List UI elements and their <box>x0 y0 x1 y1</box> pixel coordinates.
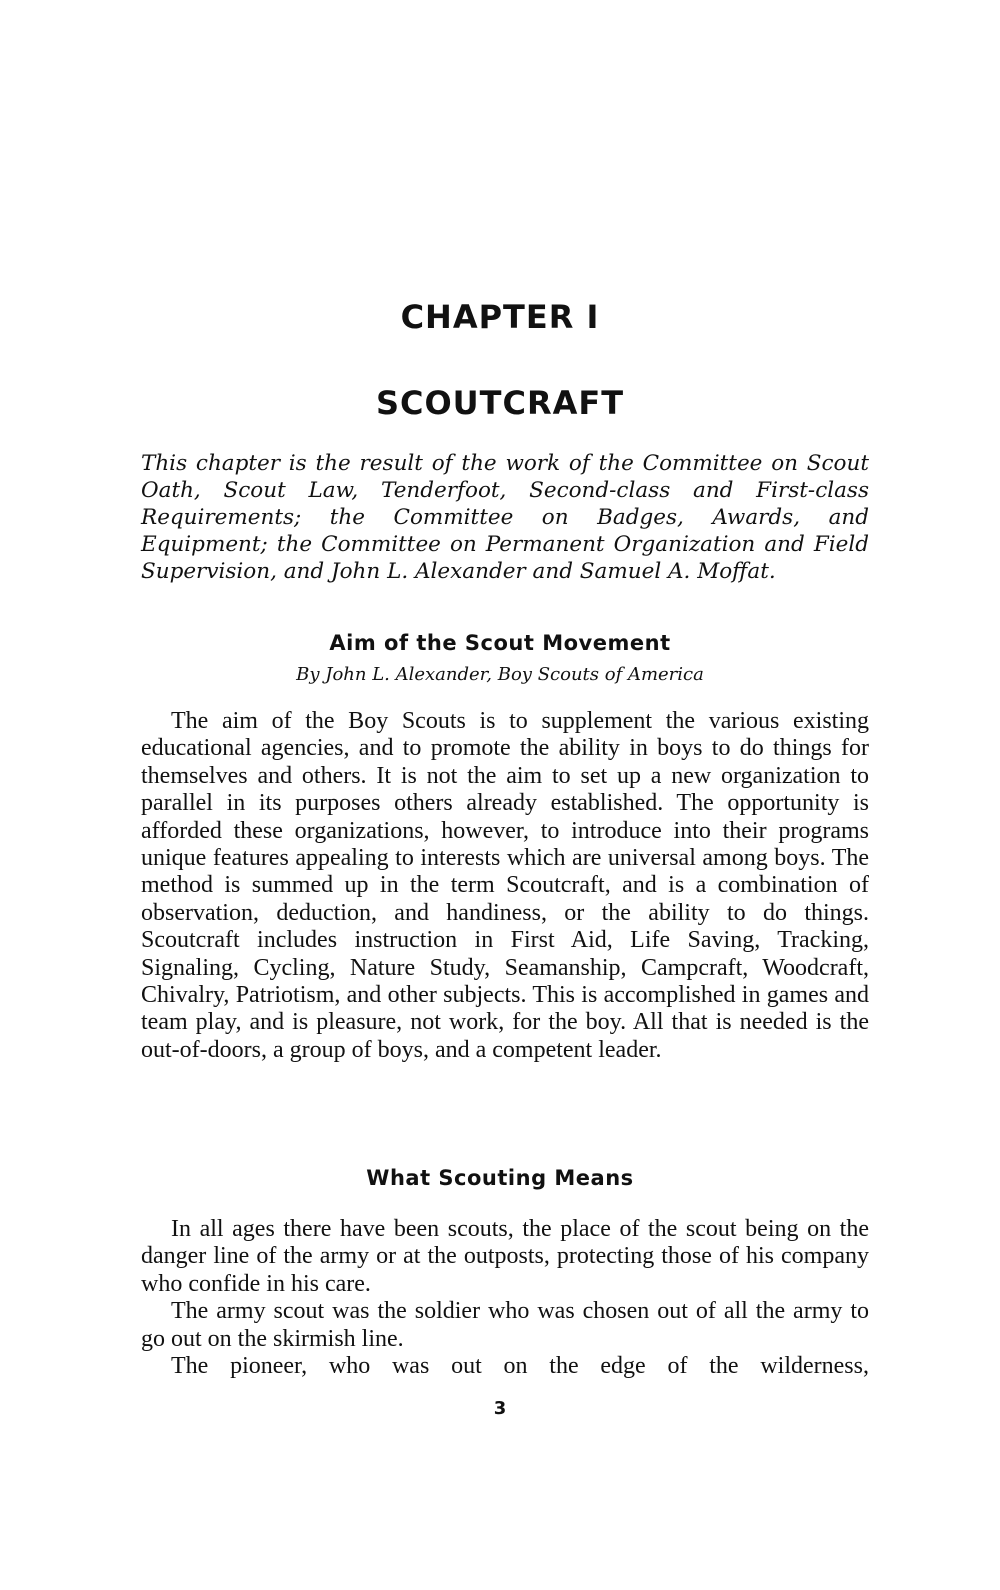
paragraph: The army scout was the soldier who was chosen out of all the army to go out on the skirmish line. <box>141 1298 869 1352</box>
paragraph: The aim of the Boy Scouts is to supplement the various existing educational agencies, and to promote the ability in boys to do things for themselves and others. It is not the aim to set up a new organization to parallel in its purposes others already established. The opportunity is afforded these organizations, however, to introduce into their programs unique features appealing to interests which are universal among boys. The method is summed up in the term Scoutcraft, and is a combination of observation, deduction, and handiness, or the ability to do things. Scoutcraft includes instruction in First Aid, Life Saving, Tracking, Signaling, Cycling, Nature Study, Seamanship, Campcraft, Woodcraft, Chivalry, Patriotism, and other subjects. This is accomplished in games and team play, and is pleasure, not work, for the boy. All that is needed is the out-of-doors, a group of boys, and a competent leader. <box>141 708 869 1063</box>
paragraph: The pioneer, who was out on the edge of the wilderness, <box>171 1353 869 1380</box>
section-heading-aim: Aim of the Scout Movement <box>329 631 671 655</box>
section-body-aim <box>141 708 869 1064</box>
paragraph: In all ages there have been scouts, the place of the scout being on the danger line of the army or at the outposts, protecting those of his company who confide in his care. <box>141 1216 869 1297</box>
section-heading-scouting: What Scouting Means <box>366 1166 634 1190</box>
chapter-title: SCOUTCRAFT <box>375 384 625 422</box>
chapter-number: CHAPTER I <box>400 298 600 336</box>
section-byline: By John L. Alexander, Boy Scouts of America <box>296 664 704 685</box>
chapter-intro-note: This chapter is the result of the work of the Committee on Scout Oath, Scout Law, Tenderfoot, Second-class and First-class Requirements; the Committee on Badges, Awards, and Equipment; the Committee on Permanent Organization and Field Supervision, and John L. Alexander and Samuel A. Moffat. <box>141 451 869 584</box>
page-number: 3 <box>493 1398 507 1419</box>
section-body-scouting <box>141 1216 869 1380</box>
